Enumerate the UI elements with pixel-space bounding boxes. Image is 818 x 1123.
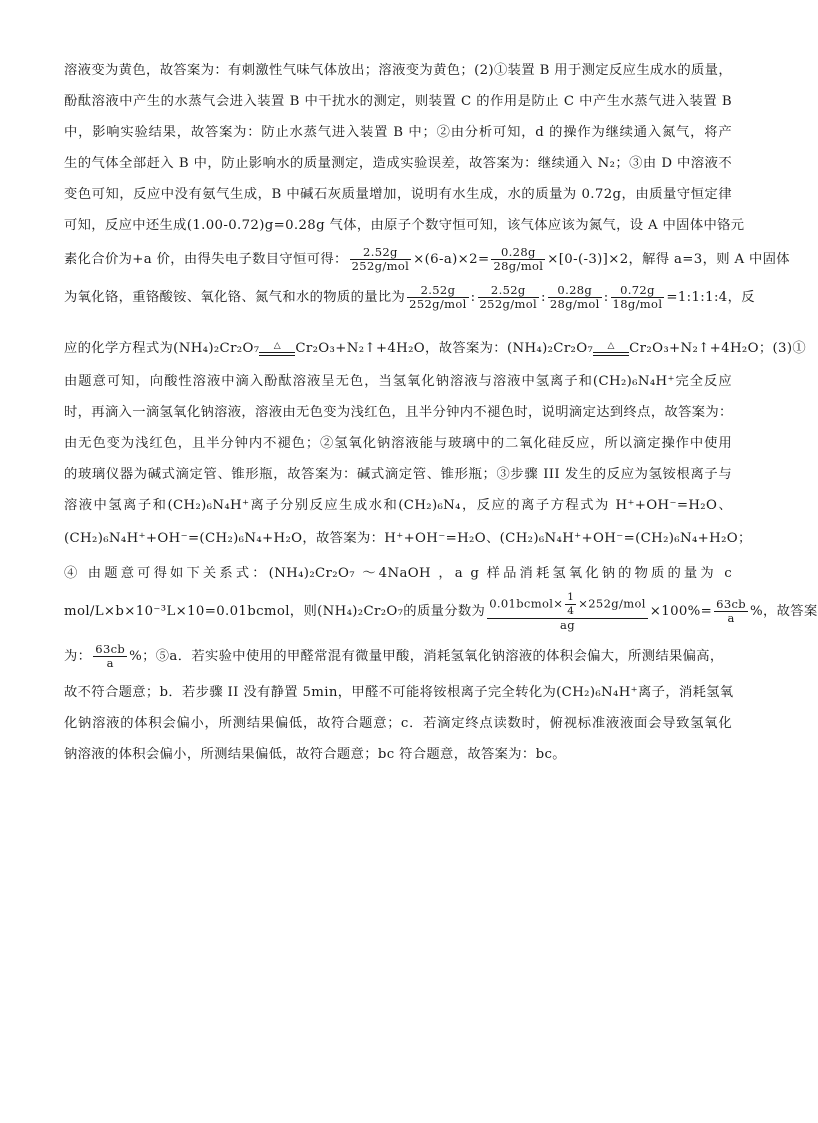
text-line: 时，再滴入一滴氢氧化钠溶液，溶液由无色变为浅红色，且半分钟内不褪色时，说明滴定达到终点，故答案为： [64, 405, 733, 420]
text-line: 由无色变为浅红色，且半分钟内不褪色；②氢氧化钠溶液能与玻璃中的二氧化硅反应，所以滴定操作中使用 [64, 436, 732, 451]
text-line: 酚酞溶液中产生的水蒸气会进入装置 B 中干扰水的测定，则装置 C 的作用是防止 C 中产生水蒸气进入装置 B [64, 94, 732, 109]
text-line: 变色可知，反应中没有氨气生成，B 中碱石灰质量增加，说明有水生成，水的质量为 0.72g，由质量守恒定律 [64, 187, 732, 202]
text-line: 故不符合题意；b．若步骤 II 没有静置 5min，甲醛不可能将铵根离子完全转化为(CH₂)₆N₄H⁺离子，消耗氢氧 [64, 685, 734, 700]
fraction: $\frac{63cb}{a}$ [716, 597, 747, 625]
fraction: $\frac{0.72g}{\text{18g/mol}}$ [612, 283, 663, 311]
heat-equals-sign: △ [259, 342, 295, 356]
text-line: 生的气体全部赶入 B 中，防止影响水的质量测定，造成实验误差，故答案为：继续通入 N₂；③由 D 中溶液不 [64, 156, 732, 171]
text-line: (CH₂)₆N₄H⁺+OH⁻=(CH₂)₆N₄+H₂O，故答案为：H⁺+OH⁻=H₂O、(CH₂)₆N₄H⁺+OH⁻=(CH₂)₆N₄+H₂O； [64, 531, 752, 546]
text-line: 由题意可知，向酸性溶液中滴入酚酞溶液呈无色，当氢氧化钠溶液与溶液中氢离子和(CH₂)₆N₄H⁺完全反应 [64, 374, 732, 389]
fraction: $\frac{0.28g}{\text{28g/mol}}$ [493, 245, 544, 273]
fraction: $\frac{63cb}{a}$ [95, 642, 126, 670]
text-line: 溶液中氢离子和(CH₂)₆N₄H⁺离子分别反应生成水和(CH₂)₆N₄，反应的离子方程式为 H⁺+OH⁻=H₂O、 [64, 498, 732, 513]
mass-fraction-line: mol/L×b×10⁻³L×10=0.01bcmol，则(NH₄)₂Cr₂O₇的质量分数为 0.01bcmol× $\frac{1}{4}$ ×252g/mol ag ×100%= $\frac{63cb}{a}$ %，故答案 [64, 591, 818, 632]
fraction: $\frac{2.52g}{\text{252g/mol}}$ [409, 283, 467, 311]
equation-line: 应的化学方程式为(NH₄)₂Cr₂O₇ △ Cr₂O₃+N₂↑+4H₂O，故答案为：(NH₄)₂Cr₂O₇ △ Cr₂O₃+N₂↑+4H₂O；(3)① [64, 340, 807, 356]
text-line: 钠溶液的体积会偏小，所测结果偏低，故符合题意；bc 符合题意，故答案为：bc。 [64, 747, 566, 762]
fraction: $\frac{2.52g}{\text{252g/mol}}$ [351, 245, 410, 273]
text-line: 化钠溶液的体积会偏小，所测结果偏低，故符合题意；c．若滴定终点读数时，俯视标准液液面会导致氢氧化 [64, 716, 732, 731]
text-line: 的玻璃仪器为碱式滴定管、锥形瓶，故答案为：碱式滴定管、锥形瓶；③步骤 III 发生的反应为氢铵根离子与 [64, 467, 732, 482]
fraction: 0.01bcmol× $\frac{1}{4}$ ×252g/mol ag [489, 591, 646, 632]
answer-line: 为： $\frac{63cb}{a}$ %；⑤a．若实验中使用的甲醛常混有微量甲酸，消耗氢氧化钠溶液的体积会偏大，所测结果偏高， [64, 642, 724, 670]
heat-equals-sign: △ [593, 342, 629, 356]
text-line: ④ 由题意可得如下关系式：(NH₄)₂Cr₂O₇ ～4NaOH ，a g 样品消耗氢氧化钠的物质的量为 c [64, 566, 732, 581]
fraction: $\frac{0.28g}{\text{28g/mol}}$ [549, 283, 600, 311]
text-line: 可知，反应中还生成(1.00-0.72)g=0.28g 气体，由原子个数守恒可知，该气体应该为氮气，设 A 中固体中铬元 [64, 218, 745, 233]
fraction: $\frac{1}{4}$ [567, 591, 575, 617]
electron-balance-line: 素化合价为+a 价，由得失电子数目守恒可得： $\frac{2.52g}{\text{252g/mol}}$ ×(6-a)×2= $\frac{0.28g}{\text{28g/mol}}$ ×[0-(-3)]×2，解得 a=3，则 A 中固体 [64, 245, 790, 273]
text-line: 溶液变为黄色，故答案为：有刺激性气味气体放出；溶液变为黄色；(2)①装置 B 用于测定反应生成水的质量， [64, 63, 732, 78]
molar-ratio-line: 为氧化铬，重铬酸铵、氧化铬、氮气和水的物质的量比为 $\frac{2.52g}{\text{252g/mol}}$ : $\frac{2.52g}{\text{252g/mol}}$ : $\frac{0.28g}{\text{28g/mol}}$ : $\frac{0.72g}{\text{18g/mol}}$ =1:1:1:4，反 [64, 283, 755, 311]
fraction: $\frac{2.52g}{\text{252g/mol}}$ [479, 283, 538, 311]
text-line: 中，影响实验结果，故答案为：防止水蒸气进入装置 B 中；②由分析可知，d 的操作为继续通入氮气，将产 [64, 125, 732, 140]
